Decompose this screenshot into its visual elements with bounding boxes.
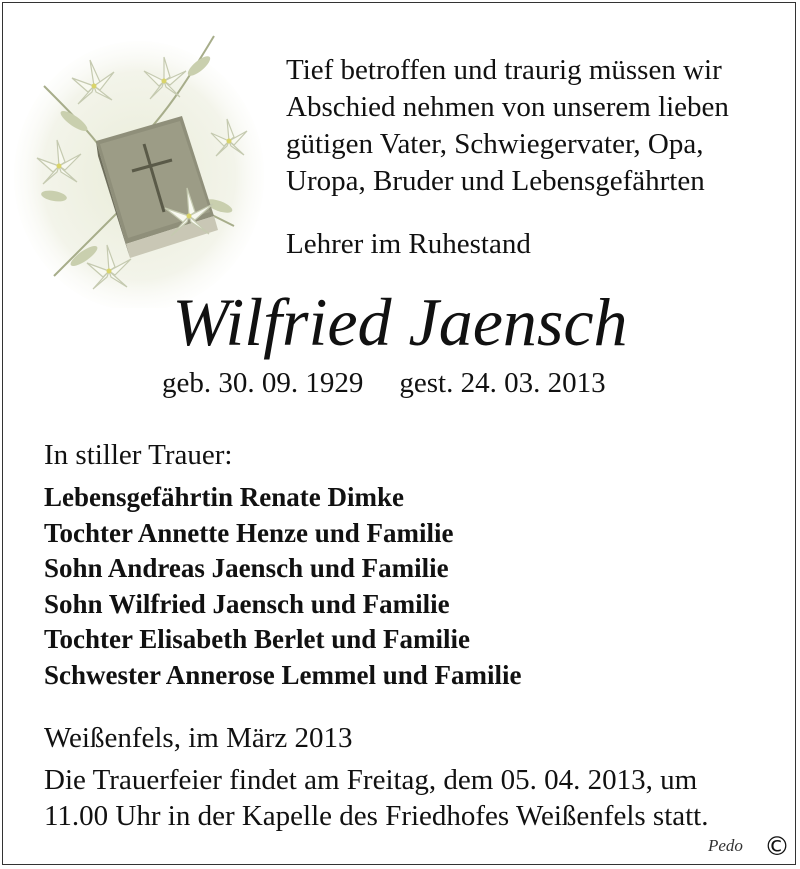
intro-line: gütigen Vater, Schwiegervater, Opa, [286, 128, 704, 160]
deceased-name: Wilfried Jaensch [172, 284, 628, 360]
mourners-list [44, 480, 521, 693]
funeral-line: Die Trauerfeier findet am Freitag, dem 05. 04. 2013, um [44, 764, 698, 796]
copyright-icon: © [764, 832, 790, 862]
bible-lilies-illustration [14, 26, 272, 308]
life-dates [162, 365, 606, 402]
intro-text [286, 52, 786, 200]
mourner-item: Tochter Annette Henze und Familie [44, 517, 454, 548]
profession: Lehrer im Ruhestand [286, 228, 531, 260]
mourner-item: Sohn Wilfried Jaensch und Familie [44, 588, 450, 619]
intro-line: Uropa, Bruder und Lebensgefährten [286, 165, 705, 197]
mourning-label: In stiller Trauer: [44, 439, 233, 471]
place-date: Weißenfels, im März 2013 [44, 722, 353, 754]
designer-signature: Pedo [708, 836, 743, 855]
intro-line: Tief betroffen und traurig müssen wir [286, 54, 722, 86]
mourner-item: Lebensgefährtin Renate Dimke [44, 482, 404, 512]
mourner-item: Schwester Annerose Lemmel und Familie [44, 659, 522, 690]
death-date: gest. 24. 03. 2013 [399, 367, 606, 399]
funeral-line: 11.00 Uhr in der Kapelle des Friedhofes Weißenfels statt. [44, 800, 709, 832]
mourner-item: Tochter Elisabeth Berlet und Familie [44, 624, 471, 654]
birth-date: geb. 30. 09. 1929 [162, 367, 364, 399]
funeral-info [44, 762, 764, 834]
mourner-item: Sohn Andreas Jaensch und Familie [44, 553, 449, 583]
intro-line: Abschied nehmen von unserem lieben [286, 91, 729, 123]
